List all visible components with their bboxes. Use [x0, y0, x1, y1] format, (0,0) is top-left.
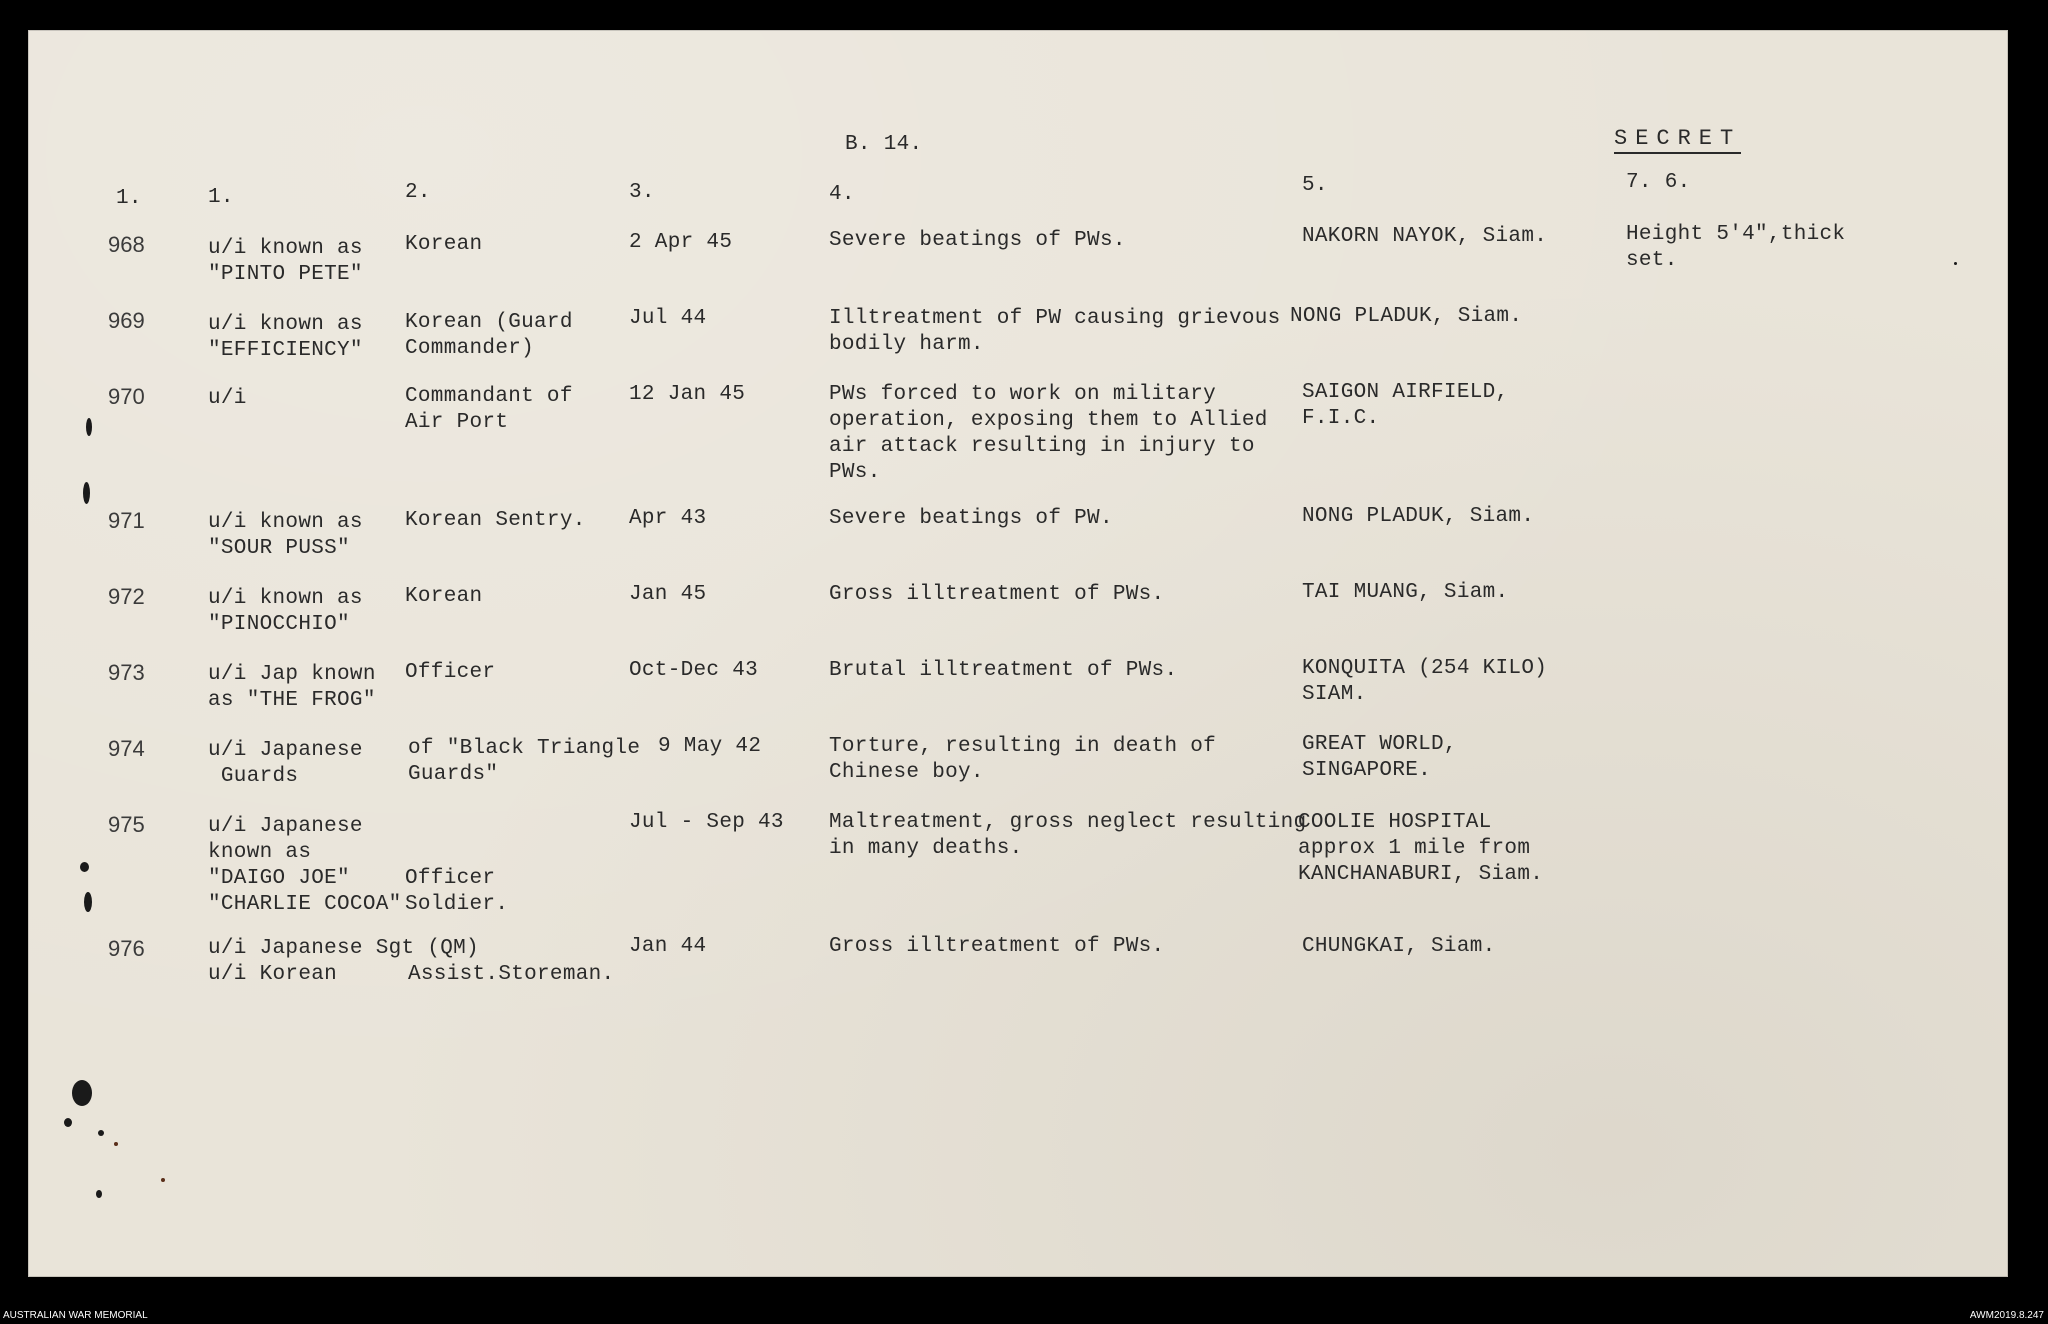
row-name: u/i — [208, 387, 247, 410]
row-place: SAIGON AIRFIELD, F.I.C. — [1302, 381, 1509, 430]
row-name: u/i known as "EFFICIENCY" — [208, 313, 363, 362]
row-date: Apr 43 — [629, 507, 707, 530]
row-name: u/i known as "PINTO PETE" — [208, 237, 363, 286]
row-place: NONG PLADUK, Siam. — [1302, 505, 1535, 528]
row-number: 971 — [108, 508, 145, 533]
column-header-offence: 4. — [829, 183, 855, 206]
row-offence: Gross illtreatment of PWs. — [829, 935, 1165, 958]
row-date: 9 May 42 — [658, 735, 762, 758]
column-header-name: 1. — [208, 186, 234, 209]
rust-spot-mark — [114, 1142, 118, 1146]
row-place: TAI MUANG, Siam. — [1302, 581, 1509, 604]
secret-classification: SECRET — [1614, 126, 1741, 154]
row-offence: Illtreatment of PW causing grievous bodily harm. — [829, 307, 1281, 356]
row-nationality: Assist.Storeman. — [408, 963, 615, 986]
row-number: 969 — [108, 308, 145, 333]
row-offence: Gross illtreatment of PWs. — [829, 583, 1165, 606]
top-page-mark: B. 14. — [845, 133, 923, 156]
row-nationality: Officer — [405, 661, 496, 684]
column-header-date: 3. — [629, 181, 655, 204]
row-nationality: of "Black Triangle Guards" — [408, 737, 641, 786]
row-date: Oct-Dec 43 — [629, 659, 759, 682]
column-header-place: 5. — [1302, 174, 1328, 197]
row-place: GREAT WORLD, SINGAPORE. — [1302, 733, 1457, 782]
punch-hole-mark — [83, 482, 90, 504]
row-number: 970 — [108, 384, 145, 409]
footer-accession-number: AWM2019.8.247 — [1969, 1310, 2044, 1321]
row-nationality: Commandant of Air Port — [405, 385, 573, 434]
row-place: COOLIE HOSPITAL approx 1 mile from KANCHANABURI, Siam. — [1298, 811, 1544, 886]
punch-hole-mark — [96, 1190, 102, 1198]
row-date: Jan 44 — [629, 935, 707, 958]
row-number: 972 — [108, 584, 145, 609]
row-offence: Torture, resulting in death of Chinese boy. — [829, 735, 1217, 784]
punch-hole-mark — [72, 1080, 92, 1106]
row-nationality: Korean (Guard Commander) — [405, 311, 573, 360]
punch-hole-mark — [80, 862, 89, 872]
row-number: 974 — [108, 736, 145, 761]
column-header-description: 7. 6. — [1626, 171, 1691, 194]
row-number: 975 — [108, 812, 145, 837]
row-place: CHUNGKAI, Siam. — [1302, 935, 1496, 958]
row-nationality: Korean — [405, 233, 483, 256]
row-offence: Severe beatings of PW. — [829, 507, 1113, 530]
row-number: 968 — [108, 232, 145, 257]
punch-hole-mark — [84, 892, 92, 912]
row-name: u/i Jap known as "THE FROG" — [208, 663, 376, 712]
row-place: NONG PLADUK, Siam. — [1290, 305, 1523, 328]
row-nationality: Korean Sentry. — [405, 509, 586, 532]
punch-hole-mark — [64, 1118, 72, 1127]
row-offence: PWs forced to work on military operation, exposing them to Allied air attack resulting in injury to PWs. — [829, 383, 1268, 484]
row-number: 973 — [108, 660, 145, 685]
row-name: u/i known as "SOUR PUSS" — [208, 511, 363, 560]
row-offence: Brutal illtreatment of PWs. — [829, 659, 1178, 682]
row-description: Height 5'4",thick set. — [1626, 223, 1846, 272]
punch-hole-mark — [86, 418, 92, 436]
row-offence: Severe beatings of PWs. — [829, 229, 1126, 252]
row-date: Jul 44 — [629, 307, 707, 330]
row-place: KONQUITA (254 KILO) SIAM. — [1302, 657, 1548, 706]
row-offence: Maltreatment, gross neglect resulting in many deaths. — [829, 811, 1307, 860]
row-date: 12 Jan 45 — [629, 383, 746, 406]
row-date: Jul - Sep 43 — [629, 811, 784, 834]
row-nationality: Korean — [405, 585, 483, 608]
row-name: u/i Japanese known as "DAIGO JOE" "CHARLIE COCOA" — [208, 815, 402, 916]
ink-dot-mark — [1954, 262, 1957, 265]
footer-credit: AUSTRALIAN WAR MEMORIAL — [3, 1310, 148, 1321]
row-date: Jan 45 — [629, 583, 707, 606]
row-number: 976 — [108, 936, 145, 961]
column-header-nationality: 2. — [405, 181, 431, 204]
rust-spot-mark — [161, 1178, 165, 1182]
row-nationality: Officer Soldier. — [405, 867, 509, 916]
row-name: u/i known as "PINOCCHIO" — [208, 587, 363, 636]
row-date: 2 Apr 45 — [629, 231, 733, 254]
punch-hole-mark — [98, 1130, 104, 1136]
row-name: u/i Japanese Guards — [208, 739, 363, 788]
row-place: NAKORN NAYOK, Siam. — [1302, 225, 1548, 248]
row-name: u/i Japanese Sgt (QM) u/i Korean — [208, 937, 479, 986]
document-page — [28, 30, 2008, 1277]
column-header-index: 1. — [116, 187, 142, 210]
